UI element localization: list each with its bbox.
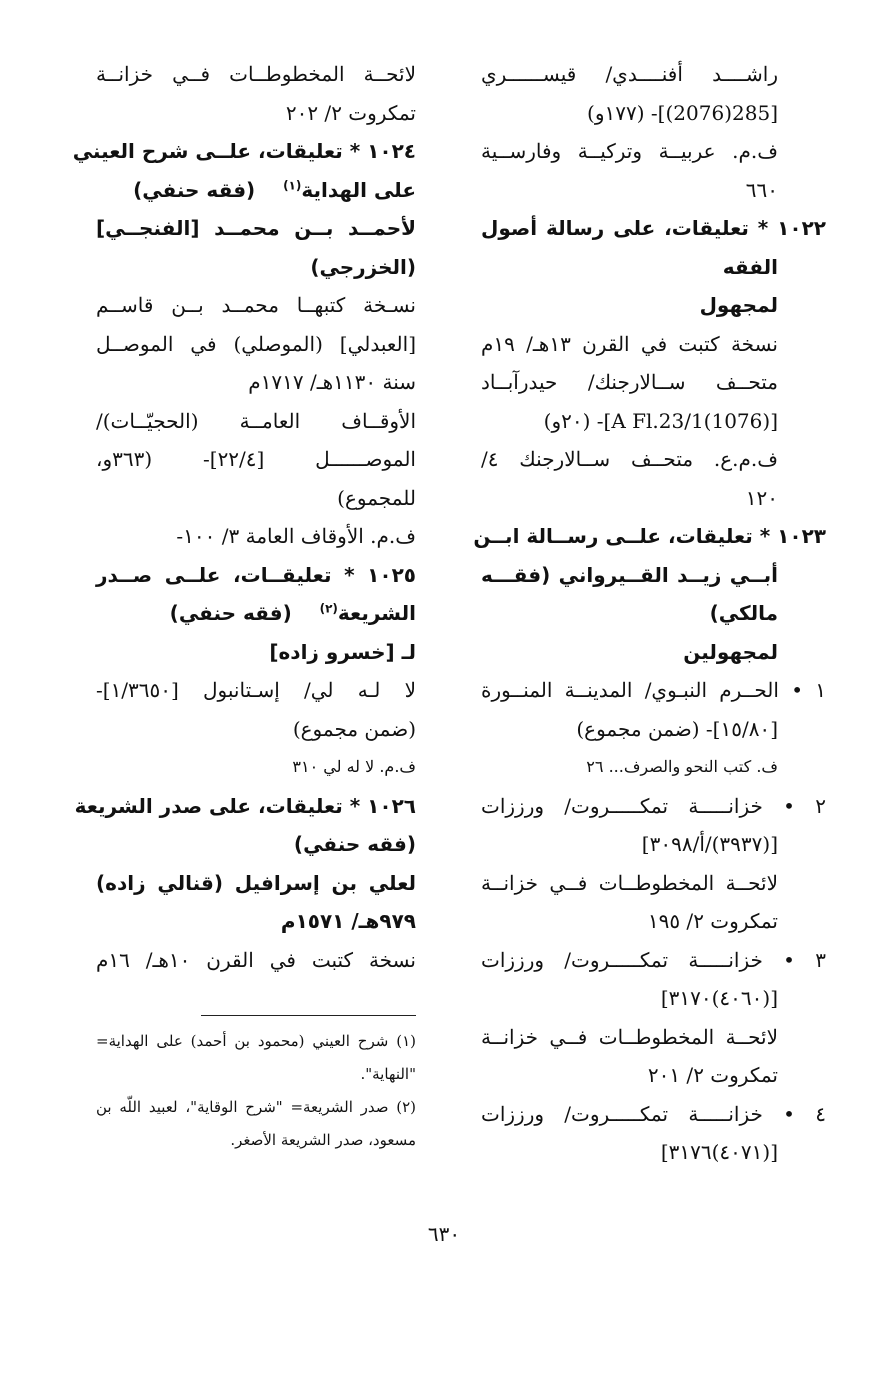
footnote-2: (٢) صدر الشريعة= "شرح الوقاية"، لعبيد اللّه بن	[96, 1098, 416, 1116]
text-line: لائحــة المخطوطــات فــي خزانــة	[96, 62, 416, 86]
copy-3-line: لائحــة المخطوطــات فــي خزانــة	[481, 1024, 778, 1049]
footnote-2-cont: مسعود، صدر الشريعة الأصغر.	[230, 1131, 416, 1149]
entry-1024-title-text: على الهداية	[301, 177, 416, 202]
copy-2-line: تمكروت ٢/ ١٩٥	[647, 909, 778, 933]
text-line: ف.م. الأوقاف العامة ٣/ ١٠٠-	[176, 524, 416, 548]
text-line: (ضمن مجموع)	[292, 716, 416, 741]
copy-2-line: [(٣٩٣٧)/أ/٣٠٩٨]	[641, 832, 778, 856]
text-line: [(1076)A Fl.23/1]- (٢٠و)	[543, 408, 778, 433]
text-line: [285(2076)]- (١٧٧و)	[587, 100, 778, 125]
footnote-1: (١) شرح العيني (محمود بن أحمد) على الهداية=	[96, 1032, 416, 1050]
footnote-marker: (١)	[283, 177, 302, 192]
footnote-divider	[201, 1015, 416, 1016]
text-line: تمكروت ٢/ ٢٠٢	[285, 100, 416, 125]
entry-1024-author: لأحمــد بــن محمــد [الفنجــي]	[96, 216, 416, 240]
copy-1-line: [١٥/٨٠]- (ضمن مجموع)	[576, 716, 778, 741]
entry-1025-subject: (فقه حنفي)	[169, 601, 292, 625]
text-line: للمجموع)	[337, 485, 416, 510]
text-line: نسـخة كتبهــا محمــد بــن قاســم	[96, 293, 416, 317]
text-line: الموصــــــل [٢٢/٤]- (٣٦٣و،	[96, 447, 416, 471]
copy-3-line: تمكروت ٢/ ٢٠١	[647, 1063, 778, 1087]
entry-1025-title: ١٠٢٥ * تعليقــات، علــى صــدر	[96, 562, 416, 587]
right-column	[473, 55, 826, 1172]
text-line: راشــــد أفنــــدي/ قيســــــري	[481, 62, 778, 86]
entry-1026-author-dates: ٩٧٩هـ/ ١٥٧١م	[280, 909, 416, 933]
entry-1024-subject: (فقه حنفي)	[133, 177, 256, 202]
entry-1023-author: لمجهولين	[683, 639, 778, 664]
entry-1025-title-cont	[96, 594, 416, 633]
copy-3-line: [(٤٠٦٠)٣١٧٠]	[660, 986, 778, 1010]
entry-1026-title-cont: (فقه حنفي)	[293, 832, 416, 856]
copy-4-line: [(٤٠٧١)٣١٧٦]	[660, 1140, 778, 1164]
entry-1024-author-cont: (الخزرجي)	[310, 254, 416, 279]
copy-3-line: ٣ • خزانـــــة تمكـــــروت/ ورززات	[481, 947, 826, 972]
footnote-marker: (٢)	[319, 601, 338, 616]
entry-1026-author: لعلي بن إسرافيل (قنالي زاده)	[96, 870, 416, 895]
entry-1023-title: ١٠٢٣ * تعليقات، علــى رســالة ابــن	[473, 524, 826, 548]
text-line: ٦٦٠	[745, 177, 778, 202]
text-line: الأوقــاف العامــة (الحجيّــات)/	[96, 408, 416, 433]
copy-2-line: ٢ • خزانـــــة تمكـــــروت/ ورززات	[481, 793, 826, 818]
entry-1022-title: ١٠٢٢ * تعليقات، على رسالة أصول	[481, 216, 826, 240]
left-column	[72, 55, 416, 979]
copy-4-line: ٤ • خزانـــــة تمكـــــروت/ ورززات	[481, 1101, 826, 1126]
copy-2-line: لائحــة المخطوطــات فــي خزانــة	[481, 870, 778, 895]
text-line: نسخة كتبت في القرن ١٠هـ/ ١٦م	[96, 947, 416, 972]
text-line: ١٢٠	[745, 485, 778, 510]
entry-1023-title-cont: مالكي)	[709, 601, 778, 625]
page-number: ٦٣٠	[427, 1222, 461, 1246]
entry-1026-title: ١٠٢٦ * تعليقات، على صدر الشريعة	[74, 793, 416, 818]
entry-1024-title-cont	[96, 171, 416, 210]
text-line: سنة ١١٣٠هـ/ ١٧١٧م	[248, 370, 416, 394]
text-line: ف.م.ع. متحــف ســالارجنك ٤/	[481, 447, 778, 471]
entry-1025-title-text: الشريعة	[337, 601, 416, 625]
text-line: نسخة كتبت في القرن ١٣هـ/ ١٩م	[481, 331, 778, 356]
copy-1-line: ف. كتب النحو والصرف... ٢٦	[586, 757, 778, 776]
entry-1025-author: لـ [خسرو زاده]	[269, 639, 416, 664]
copy-1-line: ١ • الحــرم النبـوي/ المدينــة المنــورة	[481, 678, 826, 702]
entry-1024-title: ١٠٢٤ * تعليقات، علــى شرح العيني	[72, 139, 416, 163]
footnotes	[96, 1025, 416, 1157]
entry-1022-title-cont: الفقه	[722, 254, 778, 279]
entry-1022-author: لمجهول	[699, 293, 778, 317]
text-line: ف.م. عربيــة وتركيــة وفارســية	[481, 139, 778, 163]
text-line: ف.م. لا له لي ٣١٠	[292, 757, 416, 776]
text-line: [العبدلي] (الموصلي) في الموصــل	[96, 331, 416, 356]
text-line: لا لـه لي/ إسـتانبول [١/٣٦٥٠]-	[96, 678, 416, 702]
footnote-1-cont: "النهاية".	[360, 1065, 416, 1083]
text-line: متحــف ســالارجنك/ حيدرآبــاد	[481, 370, 778, 394]
entry-1023-title-cont: أبــي زيــد القــيرواني (فقـــه	[481, 562, 778, 587]
